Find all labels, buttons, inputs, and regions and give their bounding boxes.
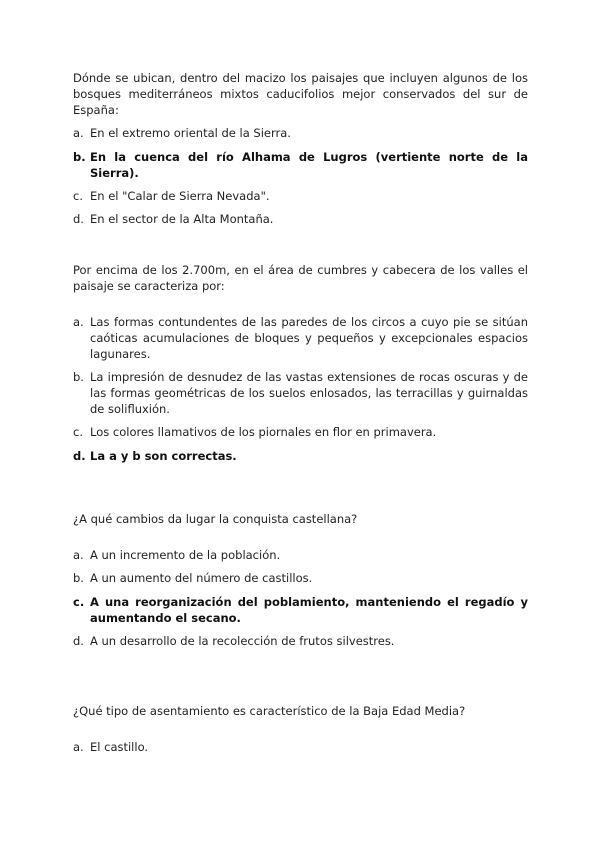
question-text: Dónde se ubican, dentro del macizo los paisajes que incluyen algunos de los bosques mediterráneos mixtos caducifolios mejor conservados del sur de España: [73,71,528,117]
option-letter: b. [73,571,84,585]
answer-option-a [73,314,528,362]
question-block-1 [73,70,528,227]
option-text: En la cuenca del río Alhama de Lugros (vertiente norte de la Sierra). [90,150,528,180]
option-text: A un incremento de la población. [90,548,281,562]
option-text: El castillo. [90,740,149,754]
option-text: A una reorganización del poblamiento, manteniendo el regadío y aumentando el secano. [90,595,528,625]
option-letter: a. [73,126,84,140]
option-text: A un aumento del número de castillos. [90,571,313,585]
question-block-2 [73,262,528,464]
option-text: La impresión de desnudez de las vastas extensiones de rocas oscuras y de las formas geométricas de los suelos enlosados, las terracillas y guirnaldas de solifluxión. [90,370,528,416]
question-text: ¿Qué tipo de asentamiento es característico de la Baja Edad Media? [73,704,466,718]
option-text: En el "Calar de Sierra Nevada". [90,189,270,203]
option-text: En el sector de la Alta Montaña. [90,212,274,226]
answer-option-d-correct [73,448,528,464]
option-text: Las formas contundentes de las paredes de los circos a cuyo pie se sitúan caóticas acumulaciones de bloques y pequeños y excepcionales espacios lagunares. [90,315,528,361]
option-letter: b. [73,150,86,164]
option-letter: d. [73,212,84,226]
answer-option-c [73,424,528,440]
question-text: ¿A qué cambios da lugar la conquista castellana? [73,512,358,526]
question-block-4 [73,703,528,755]
answer-option-a [73,547,528,563]
option-text: Los colores llamativos de los piornales en flor en primavera. [90,425,437,439]
option-letter: c. [73,595,85,609]
option-letter: d. [73,634,84,648]
answer-option-c [73,188,528,204]
question-block-3 [73,511,528,649]
answer-option-a [73,125,528,141]
option-letter: d. [73,449,86,463]
answer-option-b [73,570,528,586]
option-letter: a. [73,315,84,329]
option-letter: c. [73,189,83,203]
option-text: En el extremo oriental de la Sierra. [90,126,291,140]
answer-option-b [73,369,528,417]
answer-option-d [73,633,528,649]
option-text: La a y b son correctas. [90,449,237,463]
answer-option-c-correct [73,594,528,626]
question-text: Por encima de los 2.700m, en el área de cumbres y cabecera de los valles el paisaje se caracteriza por: [73,263,528,293]
option-letter: a. [73,548,84,562]
option-letter: c. [73,425,83,439]
option-letter: b. [73,370,84,384]
option-text: A un desarrollo de la recolección de frutos silvestres. [90,634,395,648]
answer-option-d [73,211,528,227]
answer-option-b-correct [73,149,528,181]
option-letter: a. [73,740,84,754]
answer-option-a [73,739,528,755]
